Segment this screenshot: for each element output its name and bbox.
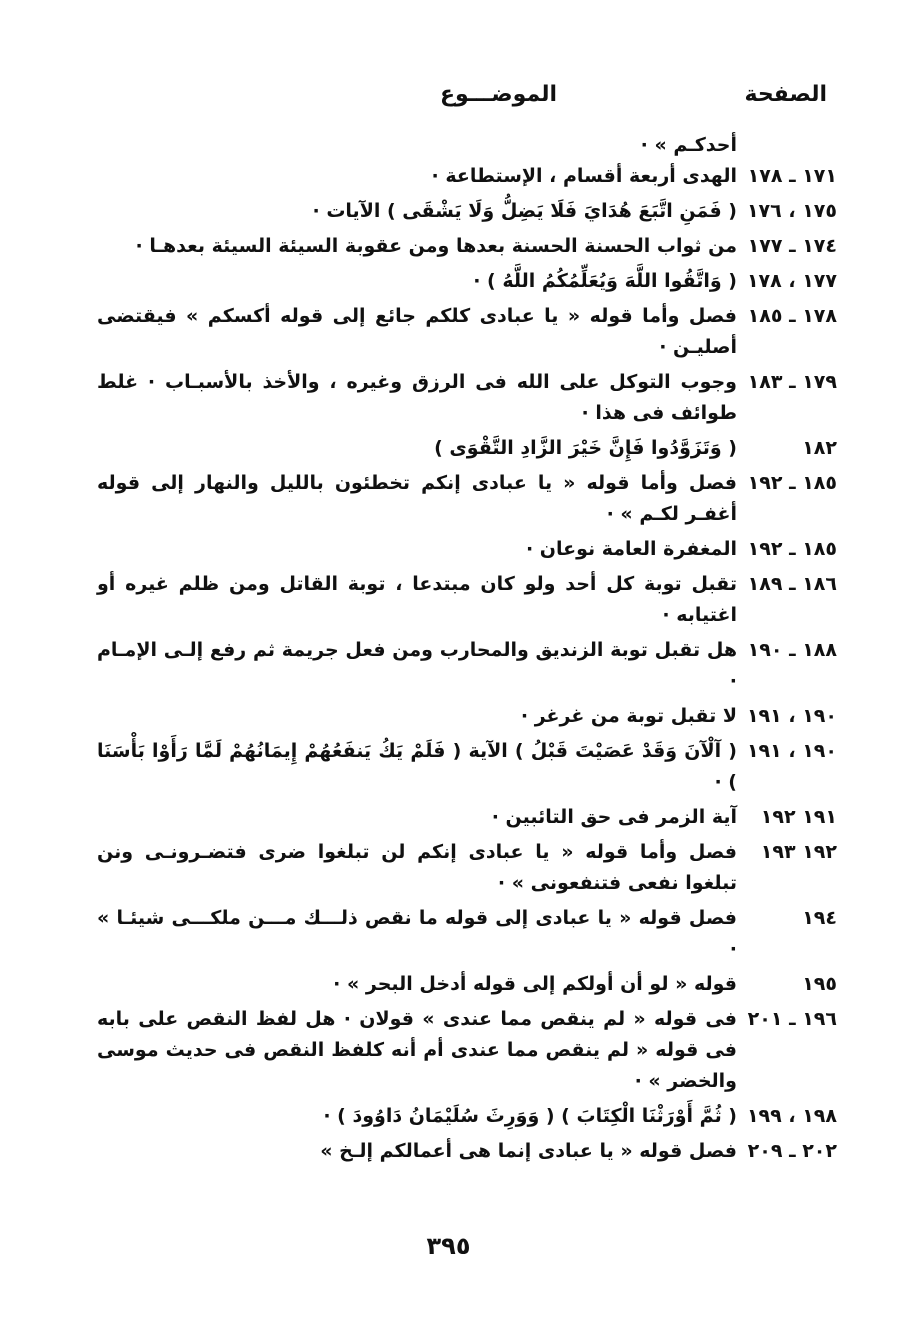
index-entry — [97, 1136, 837, 1167]
entry-text: فصل وأما قوله « يا عبادى كلكم جائع إلى قوله أكسكم » فيقتضى أصليـن · — [97, 305, 737, 358]
page-range: ١٩٤ — [802, 907, 837, 929]
index-entry — [97, 736, 837, 798]
entry-text: فى قوله « لم ينقص مما عندى » قولان · هل لفظ النقص على بابه فى قوله « لم ينقص مما عندى أم أنه كلفظ النقص فى حديث موسى والخضر » · — [97, 1008, 737, 1092]
entry-text: فصل قوله « يا عبادى إلى قوله ما نقص ذلـــك مـــن ملكـــى شيئـا » · — [97, 907, 737, 960]
page-range: ١٨٥ ـ ١٩٢ — [747, 472, 837, 494]
index-entry — [97, 802, 837, 833]
index-entry — [97, 231, 837, 262]
entry-text: من ثواب الحسنة الحسنة بعدها ومن عقوبة السيئة السيئة بعدهـا · — [135, 235, 737, 257]
index-entry — [97, 1101, 837, 1132]
entry-text: آية الزمر فى حق التائبين · — [491, 806, 737, 828]
index-entry — [97, 701, 837, 732]
entry-text: الهدى أربعة أقسام ، الإستطاعة · — [431, 165, 737, 187]
page-range: ١٩٥ — [802, 973, 837, 995]
entry-text: ( وَتَزَوَّدُوا فَإِنَّ خَيْرَ الزَّادِ التَّقْوَى ) — [434, 437, 737, 459]
entry-text: وجوب التوكل على الله فى الرزق وغيره ، والأخذ بالأسبـاب · غلط طوائف فى هذا · — [97, 371, 737, 424]
page-range: ١٩٦ ـ ٢٠١ — [747, 1008, 837, 1030]
page-range: ١٩٠ ، ١٩١ — [746, 740, 837, 762]
page-range: ١٨٨ ـ ١٩٠ — [747, 639, 837, 661]
page-range: ١٧٨ ـ ١٨٥ — [747, 305, 837, 327]
entry-text: ( فَمَنِ اتَّبَعَ هُدَايَ فَلَا يَضِلُّ وَلَا يَشْقَى ) الآيات · — [312, 200, 737, 222]
entry-text: فصل وأما قوله « يا عبادى إنكم تخطئون بالليل والنهار إلى قوله أغفـر لكـم » · — [97, 472, 737, 525]
index-entry — [97, 903, 837, 965]
entry-text: لا تقبل توبة من غرغر · — [520, 705, 737, 727]
entry-text: ( آلْآنَ وَقَدْ عَصَيْتَ قَبْلُ ) الآية ( فَلَمْ يَكُ يَنفَعُهُمْ إِيمَانُهُمْ لَمَّا رَأَوْا بَأْسَنَا ) · — [97, 740, 737, 793]
page-column-header: الصفحة — [744, 82, 827, 107]
index-entry — [97, 433, 837, 464]
index-entry — [97, 196, 837, 227]
index-entry — [97, 635, 837, 697]
page-range: ١٧٥ ، ١٧٦ — [746, 200, 837, 222]
index-entry — [97, 534, 837, 565]
index-entry — [97, 161, 837, 192]
entry-text: قوله « لو أن أولكم إلى قوله أدخل البحر » · — [333, 973, 737, 995]
index-entry — [97, 468, 837, 530]
page-range: ١٨٦ ـ ١٨٩ — [747, 573, 837, 595]
page-range: ١٩٨ ، ١٩٩ — [746, 1105, 837, 1127]
page-range: ١٩١ ١٩٢ — [760, 806, 837, 828]
index-entry — [97, 301, 837, 363]
entry-text: ( ثُمَّ أَوْرَثْنَا الْكِتَابَ ) ( وَوَرِثَ سُلَيْمَانُ دَاوُودَ ) · — [323, 1105, 737, 1127]
entry-text: فصل وأما قوله « يا عبادى إنكم لن تبلغوا ضرى فتضـرونـى ونن تبلغوا نفعى فتنفعونى » · — [97, 841, 737, 894]
entry-text: تقبل توبة كل أحد ولو كان مبتدعا ، توبة القاتل ومن ظلم غيره أو اغتيابه · — [97, 573, 737, 626]
page-range: ١٨٥ ـ ١٩٢ — [747, 538, 837, 560]
entry-text: المغفرة العامة نوعان · — [525, 538, 737, 560]
entry-text: فصل قوله « يا عبادى إنما هى أعمالكم إلـخ » — [320, 1140, 737, 1162]
index-entries — [97, 130, 837, 1171]
entry-text: ( وَاتَّقُوا اللَّهَ وَيُعَلِّمُكُمُ اللَّهُ ) · — [473, 270, 737, 292]
continuation-line: أحدكـم » · — [640, 134, 737, 156]
index-entry — [97, 969, 837, 1000]
index-entry — [97, 569, 837, 631]
page-range: ١٩٢ ١٩٣ — [760, 841, 837, 863]
page-range: ١٨٢ — [802, 437, 837, 459]
entry-text: هل تقبل توبة الزنديق والمحارب ومن فعل جريمة ثم رفع إلـى الإمـام · — [97, 639, 737, 692]
topic-column-header: الموضـــوع — [440, 82, 557, 107]
page-range: ٢٠٢ ـ ٢٠٩ — [747, 1140, 837, 1162]
page-range: ١٧١ ـ ١٧٨ — [747, 165, 837, 187]
index-entry — [97, 1004, 837, 1097]
page-range: ١٩٠ ، ١٩١ — [746, 705, 837, 727]
index-entry — [97, 266, 837, 297]
page-range: ١٧٩ ـ ١٨٣ — [747, 371, 837, 393]
page-range: ١٧٤ ـ ١٧٧ — [747, 235, 837, 257]
page-range: ١٧٧ ، ١٧٨ — [746, 270, 837, 292]
page-number: ٣٩٥ — [426, 1232, 471, 1260]
index-entry — [97, 367, 837, 429]
index-entry — [97, 837, 837, 899]
